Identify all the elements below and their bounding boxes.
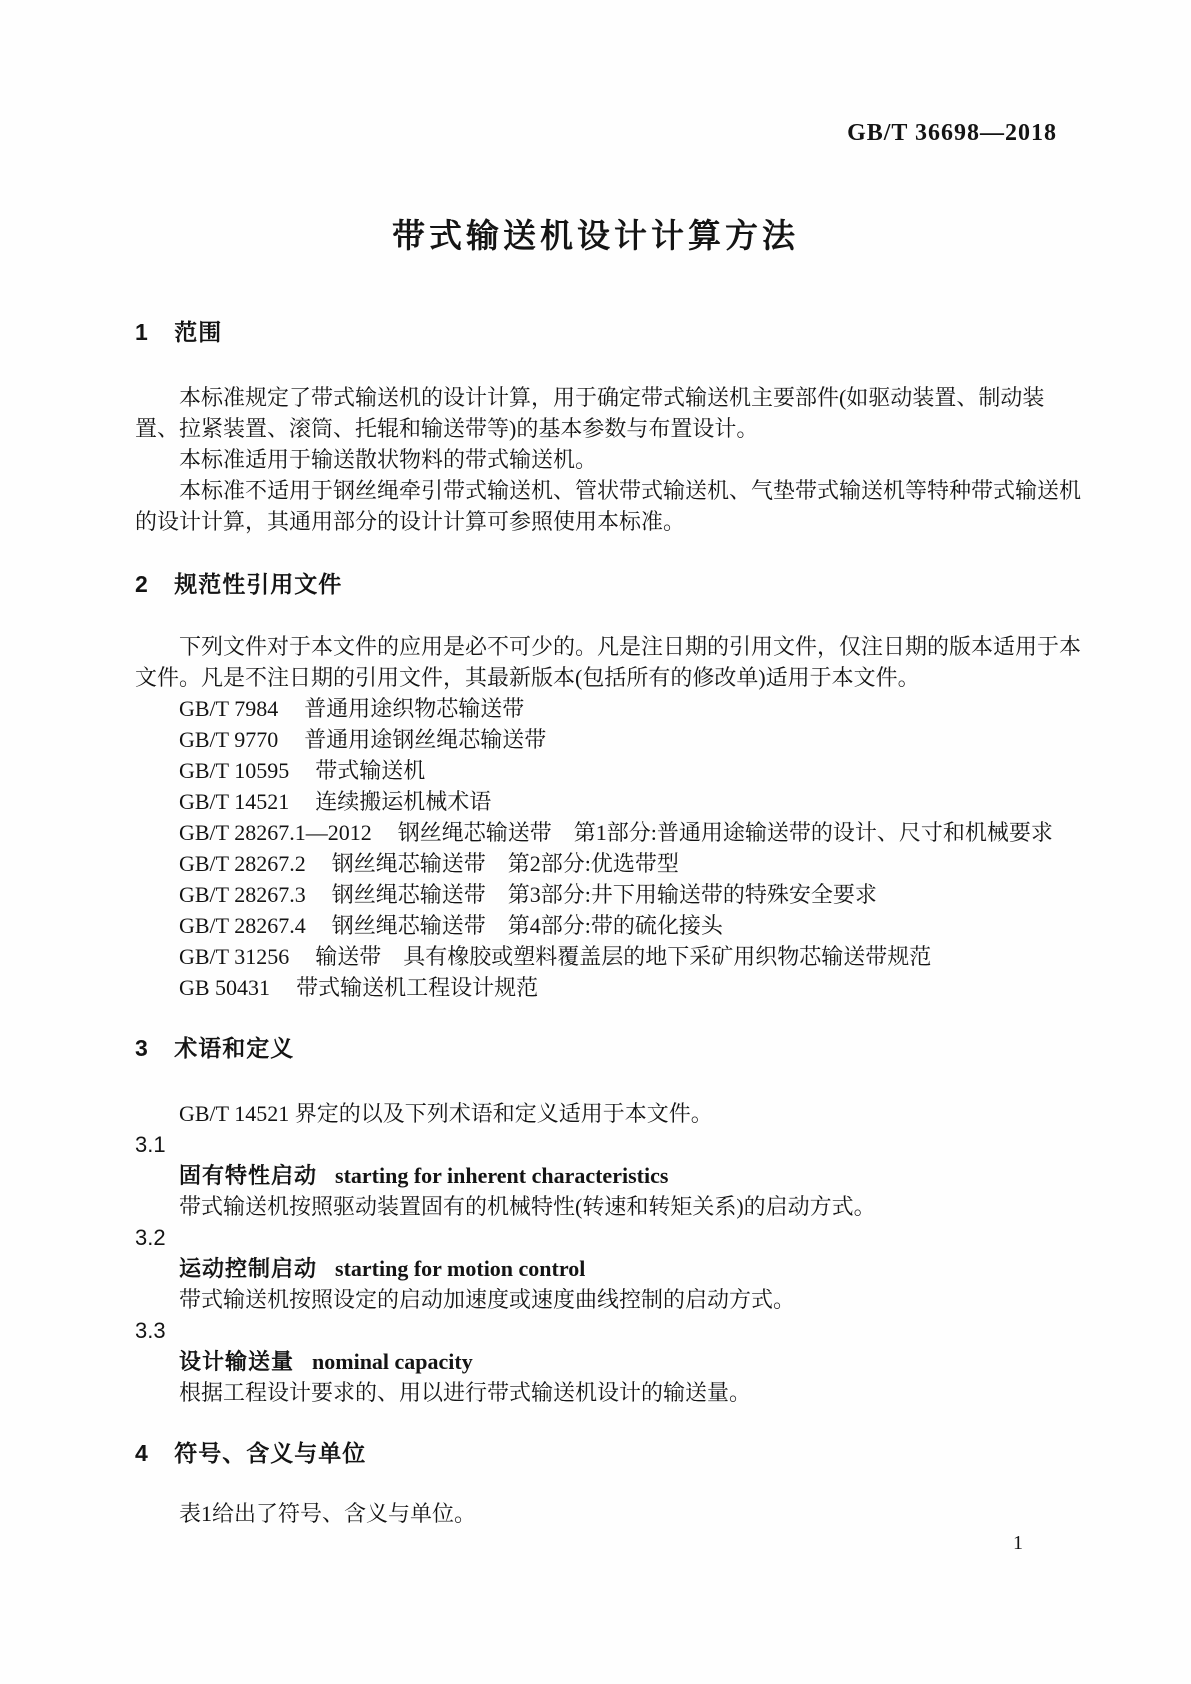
scope-paragraph: 本标准规定了带式输送机的设计计算，用于确定带式输送机主要部件(如驱动装置、制动装置、拉紧装置、滚筒、托辊和输送带等)的基本参数与布置设计。 bbox=[135, 385, 1045, 441]
standard-code: GB/T 36698—2018 bbox=[847, 120, 1057, 146]
reference-item bbox=[135, 972, 1083, 1003]
document-title: 带式输送机设计计算方法 bbox=[392, 217, 799, 254]
term-name-zh: 运动控制启动 bbox=[179, 1256, 318, 1281]
reference-code: GB/T 14521 bbox=[179, 789, 290, 814]
term-number: 3.2 bbox=[135, 1225, 166, 1250]
term-name-zh: 设计输送量 bbox=[179, 1349, 295, 1374]
reference-code: GB/T 9770 bbox=[179, 727, 279, 752]
reference-item bbox=[135, 724, 1083, 755]
reference-item bbox=[135, 817, 1083, 848]
symbols-intro: 表1给出了符号、含义与单位。 bbox=[179, 1501, 477, 1526]
term-name bbox=[135, 1253, 1083, 1284]
reference-code: GB 50431 bbox=[179, 975, 271, 1000]
section-title: 规范性引用文件 bbox=[174, 571, 343, 597]
reference-code: GB/T 28267.1—2012 bbox=[179, 820, 372, 845]
reference-code: GB/T 31256 bbox=[179, 944, 290, 969]
term-name-en: nominal capacity bbox=[312, 1349, 473, 1374]
reference-item bbox=[135, 786, 1083, 817]
section-number: 4 bbox=[135, 1440, 148, 1466]
term-block bbox=[135, 1315, 1083, 1408]
section-number: 3 bbox=[135, 1035, 148, 1061]
section-title: 符号、含义与单位 bbox=[174, 1440, 367, 1466]
reference-code: GB/T 28267.4 bbox=[179, 913, 306, 938]
term-definition: 根据工程设计要求的、用以进行带式输送机设计的输送量。 bbox=[179, 1380, 752, 1405]
reference-title: 钢丝绳芯输送带 第1部分:普通用途输送带的设计、尺寸和机械要求 bbox=[397, 820, 1053, 845]
section-1-heading bbox=[135, 317, 1083, 348]
section-number: 2 bbox=[135, 571, 148, 597]
term-number: 3.1 bbox=[135, 1132, 166, 1157]
term-number: 3.3 bbox=[135, 1318, 166, 1343]
reference-item bbox=[135, 910, 1083, 941]
reference-title: 输送带 具有橡胶或塑料覆盖层的地下采矿用织物芯输送带规范 bbox=[315, 944, 932, 969]
normative-references-intro: 下列文件对于本文件的应用是必不可少的。凡是注日期的引用文件，仅注日期的版本适用于本文件。凡是不注日期的引用文件，其最新版本(包括所有的修改单)适用于本文件。 bbox=[135, 634, 1082, 690]
document-content bbox=[135, 317, 1083, 1529]
reference-title: 普通用途钢丝绳芯输送带 bbox=[304, 727, 547, 752]
term-block bbox=[135, 1222, 1083, 1315]
section-2-heading bbox=[135, 569, 1083, 600]
reference-item bbox=[135, 879, 1083, 910]
reference-title: 普通用途织物芯输送带 bbox=[304, 696, 525, 721]
term-block bbox=[135, 1129, 1083, 1222]
term-name bbox=[135, 1160, 1083, 1191]
section-3-heading bbox=[135, 1033, 1083, 1064]
term-name-zh: 固有特性启动 bbox=[179, 1163, 318, 1188]
reference-title: 钢丝绳芯输送带 第2部分:优选带型 bbox=[331, 851, 679, 876]
reference-item bbox=[135, 941, 1083, 972]
reference-list bbox=[135, 693, 1083, 1003]
reference-item bbox=[135, 755, 1083, 786]
reference-code: GB/T 28267.2 bbox=[179, 851, 306, 876]
section-number: 1 bbox=[135, 319, 148, 345]
scope-paragraph: 本标准不适用于钢丝绳牵引带式输送机、管状带式输送机、气垫带式输送机等特种带式输送机的设计计算，其通用部分的设计计算可参照使用本标准。 bbox=[135, 478, 1082, 534]
reference-title: 钢丝绳芯输送带 第3部分:井下用输送带的特殊安全要求 bbox=[331, 882, 877, 907]
reference-code: GB/T 10595 bbox=[179, 758, 290, 783]
reference-code: GB/T 7984 bbox=[179, 696, 279, 721]
reference-title: 钢丝绳芯输送带 第4部分:带的硫化接头 bbox=[331, 913, 723, 938]
page-number: 1 bbox=[1013, 1532, 1023, 1554]
section-title: 术语和定义 bbox=[174, 1035, 295, 1061]
terms-intro: GB/T 14521 界定的以及下列术语和定义适用于本文件。 bbox=[179, 1101, 713, 1126]
reference-code: GB/T 28267.3 bbox=[179, 882, 306, 907]
reference-item bbox=[135, 848, 1083, 879]
section-4-heading bbox=[135, 1438, 1083, 1469]
term-name bbox=[135, 1346, 1083, 1377]
reference-item bbox=[135, 693, 1083, 724]
term-definition: 带式输送机按照驱动装置固有的机械特性(转速和转矩关系)的启动方式。 bbox=[179, 1194, 876, 1219]
term-name-en: starting for inherent characteristics bbox=[335, 1163, 669, 1188]
reference-title: 带式输送机 bbox=[315, 758, 426, 783]
scope-paragraph: 本标准适用于输送散状物料的带式输送机。 bbox=[179, 447, 598, 472]
reference-title: 带式输送机工程设计规范 bbox=[296, 975, 539, 1000]
term-definition: 带式输送机按照设定的启动加速度或速度曲线控制的启动方式。 bbox=[179, 1287, 796, 1312]
section-title: 范围 bbox=[174, 319, 223, 345]
reference-title: 连续搬运机械术语 bbox=[315, 789, 492, 814]
term-name-en: starting for motion control bbox=[335, 1256, 586, 1281]
